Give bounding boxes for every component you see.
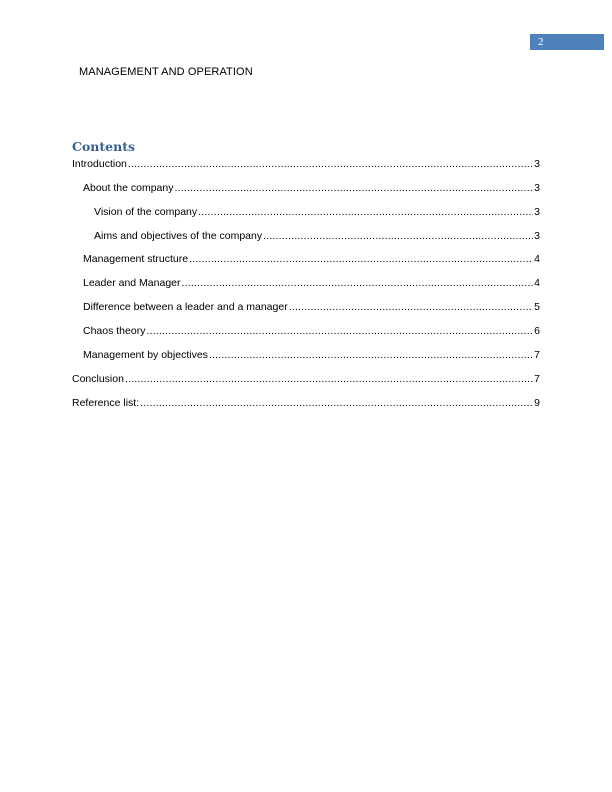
toc-entry-page: 3 — [534, 230, 540, 242]
toc-dot-leader — [128, 158, 533, 171]
toc-dot-leader — [125, 373, 533, 386]
running-header-title: MANAGEMENT AND OPERATION — [79, 66, 253, 78]
toc-entry-page: 5 — [534, 301, 540, 313]
toc-entry-page: 6 — [534, 325, 540, 337]
toc-entry-chaos-theory[interactable] — [83, 325, 540, 338]
toc-entry-introduction[interactable] — [72, 158, 540, 171]
toc-dot-leader — [189, 253, 533, 266]
toc-dot-leader — [140, 397, 533, 410]
toc-entry-management-by-objectives[interactable] — [83, 349, 540, 362]
toc-entry-page: 9 — [534, 397, 540, 409]
toc-entry-title: Vision of the company — [94, 206, 198, 218]
toc-entry-about-the-company[interactable] — [83, 182, 540, 195]
toc-entry-title: Leader and Manager — [83, 277, 181, 289]
toc-entry-title: Management by objectives — [83, 349, 208, 361]
toc-entry-aims-and-objectives[interactable] — [94, 230, 540, 243]
toc-entry-difference-leader-manager[interactable] — [83, 301, 540, 314]
toc-dot-leader — [289, 301, 533, 314]
toc-entry-page: 4 — [534, 253, 540, 265]
toc-dot-leader — [146, 325, 533, 338]
toc-entry-title: Aims and objectives of the company — [94, 230, 263, 242]
toc-entry-title: Reference list: — [72, 397, 140, 409]
toc-entry-page: 4 — [534, 277, 540, 289]
toc-dot-leader — [209, 349, 533, 362]
toc-entry-reference-list[interactable] — [72, 397, 540, 410]
page-number: 2 — [538, 36, 544, 48]
toc-entry-page: 7 — [534, 349, 540, 361]
page-number-badge — [530, 34, 604, 50]
toc-entry-title: Chaos theory — [83, 325, 146, 337]
toc-entry-title: Management structure — [83, 253, 189, 265]
toc-entry-title: Difference between a leader and a manager — [83, 301, 288, 313]
toc-heading: Contents — [72, 139, 136, 154]
toc-dot-leader — [182, 277, 534, 290]
toc-dot-leader — [174, 182, 533, 195]
toc-entry-vision-of-the-company[interactable] — [94, 206, 540, 219]
toc-entry-page: 7 — [534, 373, 540, 385]
toc-entry-page: 3 — [534, 158, 540, 170]
toc-dot-leader — [263, 230, 533, 243]
toc-entry-leader-and-manager[interactable] — [83, 277, 540, 290]
toc-entry-page: 3 — [534, 182, 540, 194]
toc-entry-title: Introduction — [72, 158, 127, 170]
toc-entry-management-structure[interactable] — [83, 253, 540, 266]
toc-entry-page: 3 — [534, 206, 540, 218]
toc-entry-conclusion[interactable] — [72, 373, 540, 386]
toc-entry-title: About the company — [83, 182, 174, 194]
toc-dot-leader — [198, 206, 533, 219]
toc-entry-title: Conclusion — [72, 373, 124, 385]
